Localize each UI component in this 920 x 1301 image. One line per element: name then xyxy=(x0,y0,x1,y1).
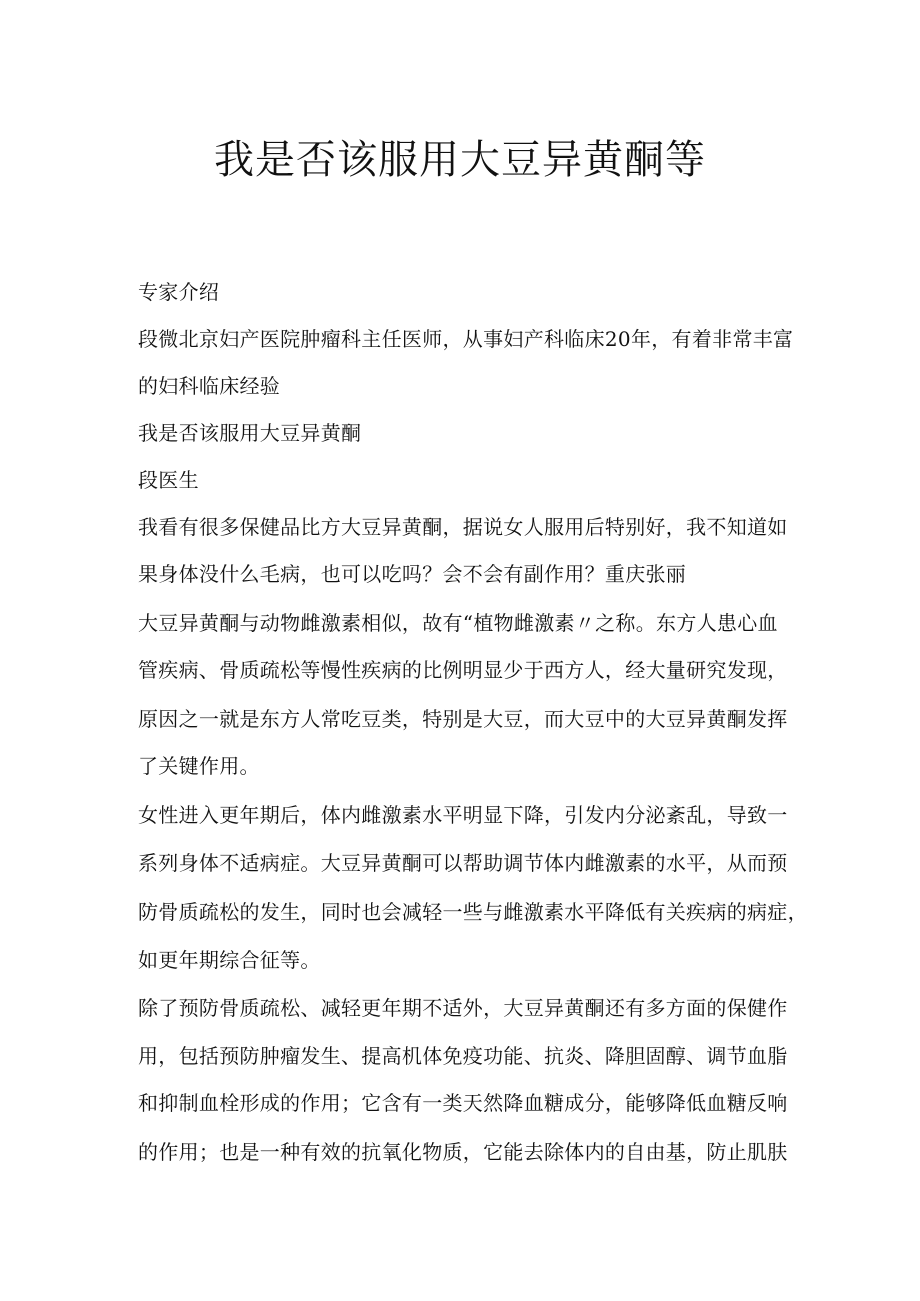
text-line: 段医生 xyxy=(138,468,199,492)
text-line: 如更年期综合征等。 xyxy=(138,948,321,972)
text-line: 段微北京妇产医院肿瘤科主任医师，从事妇产科临床20年，有着非常丰富 xyxy=(138,327,794,351)
text-line: 了关键作用。 xyxy=(138,754,260,778)
text-line: 除了预防骨质疏松、减轻更年期不适外，大豆异黄酮还有多方面的保健作 xyxy=(138,996,788,1020)
text-line: 女性进入更年期后，体内雌激素水平明显下降，引发内分泌紊乱，导致一 xyxy=(138,803,788,827)
text-line: 的作用；也是一种有效的抗氧化物质，它能去除体内的自由基，防止肌肤 xyxy=(138,1140,788,1164)
text-line: 我是否该服用大豆异黄酮 xyxy=(138,421,362,445)
text-line: 和抑制血栓形成的作用；它含有一类天然降血糖成分，能够降低血糖反响 xyxy=(138,1091,788,1115)
text-line: 的妇科临床经验 xyxy=(138,374,281,398)
text-line: 专家介绍 xyxy=(138,280,220,304)
text-line: 系列身体不适病症。大豆异黄酮可以帮助调节体内雌激素的水平，从而预 xyxy=(138,851,788,875)
text-line: 原因之一就是东方人常吃豆类，特别是大豆，而大豆中的大豆异黄酮发挥 xyxy=(138,707,788,731)
text-line: 防骨质疏松的发生，同时也会减轻一些与雌激素水平降低有关疾病的病症， xyxy=(138,900,808,924)
document-title: 我是否该服用大豆异黄酮等 xyxy=(214,137,706,183)
text-line: 大豆异黄酮与动物雌激素相似，故有“植物雌激素〃之称。东方人患心血 xyxy=(138,611,778,635)
text-line: 果身体没什么毛病，也可以吃吗？会不会有副作用？重庆张丽 xyxy=(138,562,687,586)
text-line: 用，包括预防肿瘤发生、提高机体免疫功能、抗炎、降胆固醇、调节血脂 xyxy=(138,1044,788,1068)
text-line: 我看有很多保健品比方大豆异黄酮，据说女人服用后特别好，我不知道如 xyxy=(138,515,788,539)
text-line: 管疾病、骨质疏松等慢性疾病的比例明显少于西方人，经大量研究发现， xyxy=(138,658,788,682)
